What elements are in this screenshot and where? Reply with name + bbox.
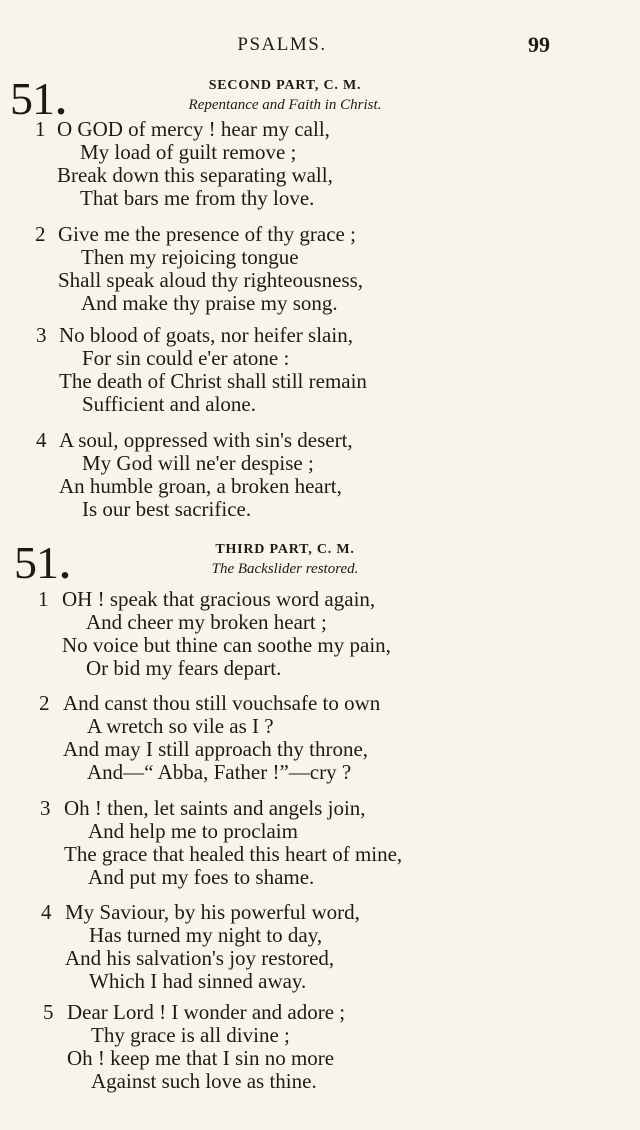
verse-line: Sufficient and alone. [82, 392, 256, 416]
stanza-number: 4 [36, 428, 47, 452]
running-head [0, 34, 640, 60]
verse-line: My God will ne'er despise ; [82, 451, 314, 475]
verse-line: Which I had sinned away. [89, 969, 307, 993]
stanza-number: 1 [38, 587, 49, 611]
verse-line: And may I still approach thy throne, [63, 737, 369, 761]
stanza-number: 2 [35, 222, 46, 246]
verse-line: And make thy praise my song. [81, 291, 338, 315]
verse-line: For sin could e'er atone : [82, 346, 290, 370]
verse-line: Give me the presence of thy grace ; [58, 222, 356, 246]
verse-line: The death of Christ shall still remain [59, 369, 367, 393]
verse-line: Dear Lord ! I wonder and adore ; [67, 1000, 346, 1024]
hymn-subtitle: The Backslider restored. [211, 561, 359, 577]
verse-line: And—“ Abba, Father !”—cry ? [87, 760, 352, 784]
stanza-number: 3 [40, 796, 51, 820]
verse-line: Oh ! keep me that I sin no more [67, 1046, 335, 1070]
hymn-subtitle: Repentance and Faith in Christ. [188, 97, 382, 113]
verse-line: And his salvation's joy restored, [65, 946, 335, 970]
verse-line: A soul, oppressed with sin's desert, [59, 428, 353, 452]
verse-line: The grace that healed this heart of mine, [64, 842, 403, 866]
verse-line: A wretch so vile as I ? [87, 714, 274, 738]
verse-line: Oh ! then, let saints and angels join, [64, 796, 366, 820]
verse-line: And cheer my broken heart ; [86, 610, 327, 634]
verse-line: O GOD of mercy ! hear my call, [57, 117, 330, 141]
running-title: PSALMS. [237, 34, 327, 55]
verse-line: That bars me from thy love. [80, 186, 315, 210]
verse-line: And put my foes to shame. [88, 865, 315, 889]
verse-line: Thy grace is all divine ; [91, 1023, 290, 1047]
verse-line: Is our best sacrifice. [82, 497, 252, 521]
verse-line: No voice but thine can soothe my pain, [62, 633, 391, 657]
verse-line: And canst thou still vouchsafe to own [63, 691, 381, 715]
stanza-number: 5 [43, 1000, 54, 1024]
verse-line: No blood of goats, nor heifer slain, [59, 323, 353, 347]
stanza-number: 2 [39, 691, 50, 715]
page-number: 99 [528, 32, 550, 57]
stanza-number: 1 [35, 117, 46, 141]
hymn-number-digits: 51 [14, 537, 58, 588]
hymn-part-heading: SECOND PART, C. M. [208, 78, 362, 93]
verse-line: Shall speak aloud thy righteousness, [58, 268, 364, 292]
verse-line: Then my rejoicing tongue [81, 245, 299, 269]
verse-line: OH ! speak that gracious word again, [62, 587, 376, 611]
hymn-number [14, 537, 69, 588]
verse-line: Break down this separating wall, [57, 163, 333, 187]
hymn-number-digits: 51 [10, 73, 54, 124]
verse-line: My load of guilt remove ; [80, 140, 297, 164]
hymn-number-dot: . [56, 78, 65, 123]
verse-line: Or bid my fears depart. [86, 656, 282, 680]
verse-line: My Saviour, by his powerful word, [65, 900, 360, 924]
hymn-number-dot: . [60, 542, 69, 587]
stanza-number: 3 [36, 323, 47, 347]
verse-line: And help me to proclaim [88, 819, 298, 843]
verse-line: Against such love as thine. [91, 1069, 317, 1093]
stanza-number: 4 [41, 900, 52, 924]
verse-line: Has turned my night to day, [89, 923, 323, 947]
verse-line: An humble groan, a broken heart, [59, 474, 342, 498]
hymn-part-heading: THIRD PART, C. M. [215, 542, 355, 557]
